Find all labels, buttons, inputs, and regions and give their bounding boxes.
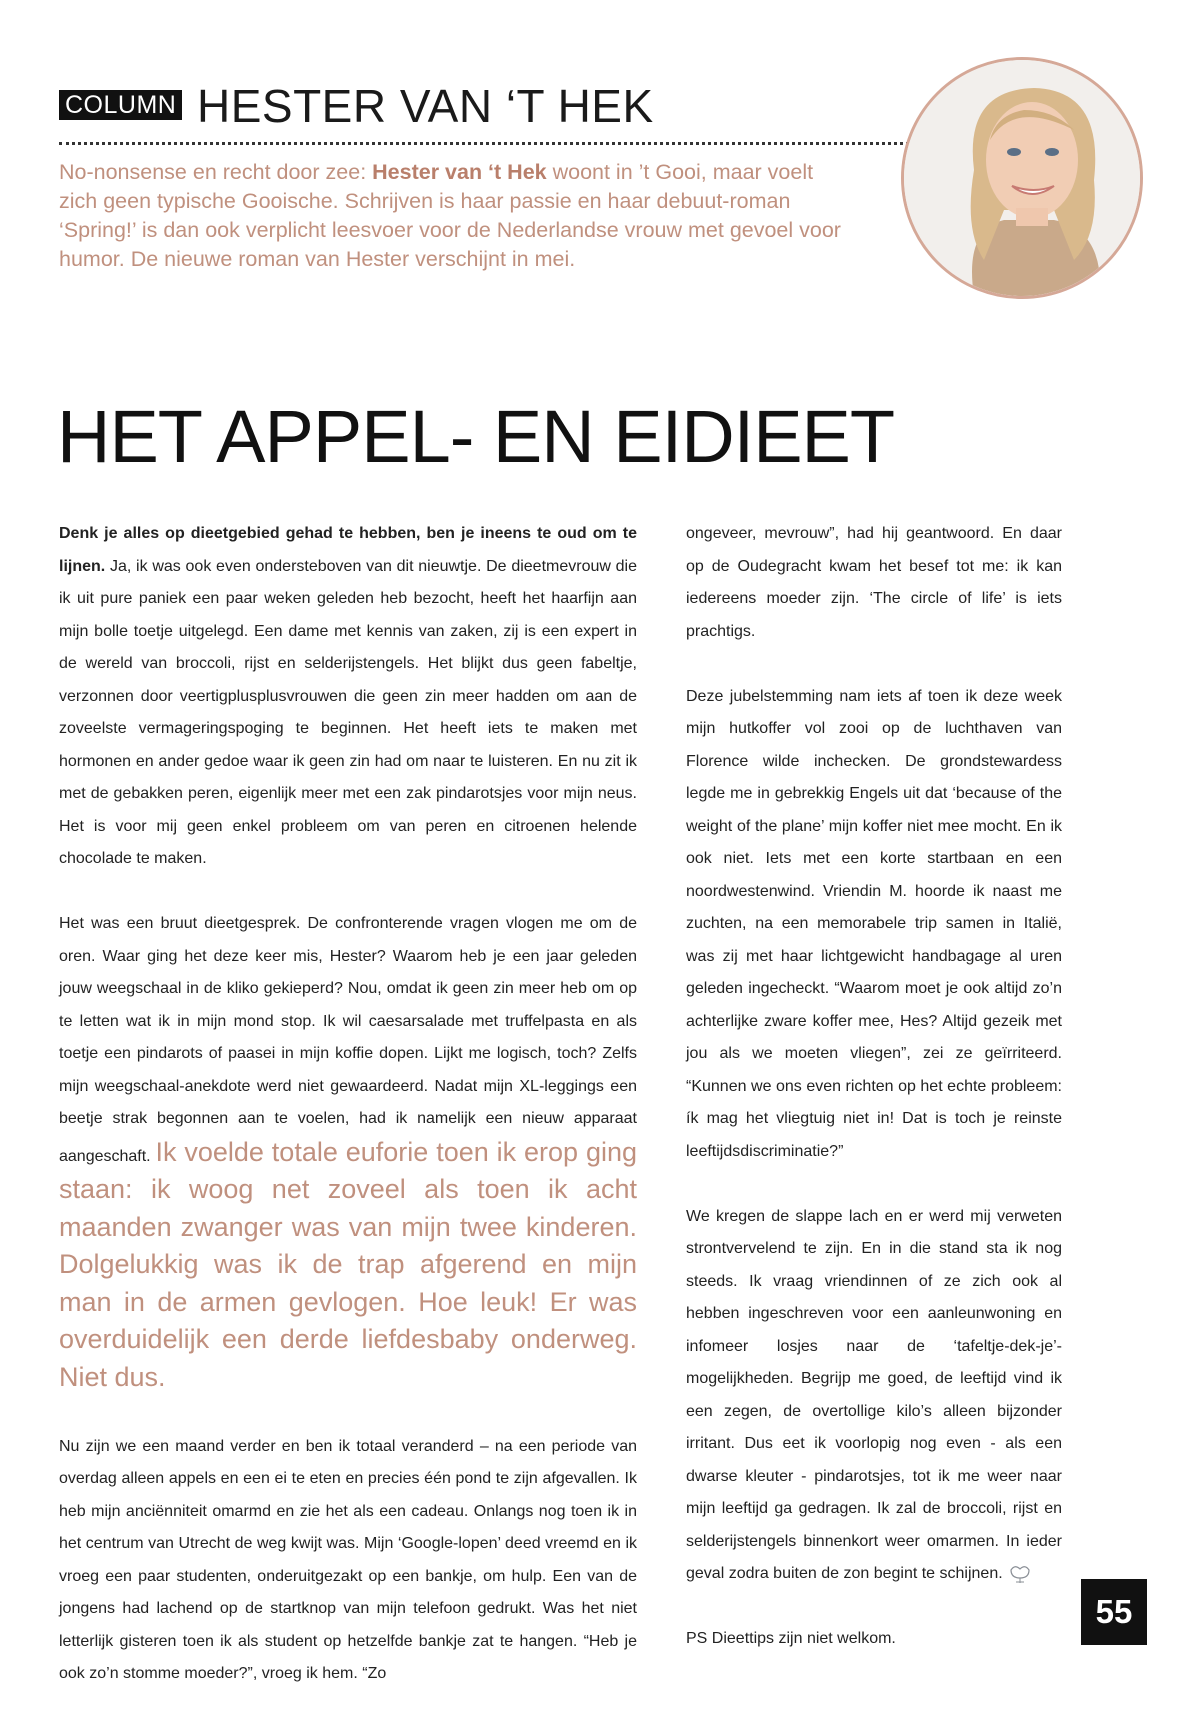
author-portrait [901, 57, 1143, 299]
column-label: COLUMN [59, 90, 182, 120]
right-paragraph-2: Deze jubelstemming nam iets af toen ik deze week mijn hutkoffer vol zooi op de luchthaven van Florence wilde inchecken. De grondstewardess legde me in gebrekkig Engels uit dat ‘because of the weight of the plane’ mijn koffer niet mee mocht. En ik ook niet. Iets met een korte startbaan en een noordwestenwind. Vriendin M. hoorde ik naast me zuchten, na een memorabele trip samen in Italië, was zij met haar lichtgewicht handbagage al uren geleden ingecheckt. “Waarom moet je ook altijd zo’n achterlijke zware koffer mee, Hes? Altijd gezeik met jou als we moeten vliegen”, zei ze geïrriteerd. “Kunnen we ons even richten op het echte probleem: ík mag het vliegtuig niet in! Dat is toch je reinste leeftijdsdiscriminatie?” [686, 687, 1062, 1160]
pull-quote: Ik voelde totale euforie toen ik erop ging staan: ik woog net zoveel als toen ik acht maanden zwanger was van mijn twee kinderen. Dolgelukkig was ik de trap afgerend en mijn man in de armen gevlogen. Hoe leuk! Er was overduidelijk een derde liefdesbaby onderweg. Niet dus. [59, 1136, 637, 1392]
postscript: PS Dieettips zijn niet welkom. [686, 1630, 896, 1647]
paragraph-text: Het was een bruut dieetgesprek. De confronterende vragen vlogen me om de oren. Waar ging het deze keer mis, Hester? Waarom heb je een jaar geleden jouw weegschaal in de kliko gekieperd? Nou, omdat ik geen zin meer heb om op te letten wat ik in mijn mond stop. Ik wil caesarsalade met truffelpasta en als toetje een pindarots of paasei in mijn koffie dopen. Lijkt me logisch, toch? Zelfs mijn weegschaal-anekdote werd niet gewaardeerd. Nadat mijn XL-leggings een beetje strak begonnen aan te voelen, had ik namelijk een nieuw apparaat aangeschaft. [59, 915, 637, 1165]
intro-author-name: Hester van ‘t Hek [372, 160, 547, 184]
intro-text [59, 158, 849, 274]
article-title: HET APPEL- EN EIDIEET [57, 395, 895, 478]
tulip-icon [1007, 1564, 1033, 1584]
paragraph-text: We kregen de slappe lach en er werd mij verweten strontvervelend te zijn. En in die stand sta ik nog steeds. Ik vraag vriendinnen of ze zich ook al hebben ingeschreven voor een aanleunwoning en infomeer losjes naar de ‘tafeltje-dek-je’-mogelijkheden. Begrijp me goed, de leeftijd vind ik een zegen, de overtollige kilo’s alleen bijzonder irritant. Dus eet ik voorlopig nog even - als een dwarse kleuter - pindarotsjes, tot ik me weer naar mijn leeftijd ga gedragen. Ik zal de broccoli, rijst en selderijstengels binnenkort weer omarmen. In ieder geval zodra buiten de zon begint te schijnen. [686, 1207, 1062, 1582]
left-paragraph-3: Nu zijn we een maand verder en ben ik totaal veranderd – na een periode van overdag alleen appels en een ei te eten en precies één pond te zijn afgevallen. Ik heb mijn anciënniteit omarmd en zie het als een cadeau. Onlangs nog toen ik in het centrum van Utrecht de weg kwijt was. Mijn ‘Google-lopen’ deed vreemd en ik vroeg een paar studenten, onderuitgezakt op een bankje, om hulp. Een van de jongens had lachend op de startknop van mijn telefoon gedrukt. Was het niet letterlijk gisteren toen ik als student op hetzelfde bankje zat te hangen. “Heb je ook zo’n stomme moeder?”, vroeg ik hem. “Zo [59, 1437, 637, 1682]
paragraph-text: Ja, ik was ook even ondersteboven van dit nieuwtje. De dieetmevrouw die ik uit pure paniek een paar weken geleden heb bezocht, heeft het haarfijn aan mijn bolle toetje uitgelegd. Een dame met kennis van zaken, zij is een expert in de wereld van broccoli, rijst en selderijstengels. Het blijkt dus geen fabeltje, verzonnen door veertigplusplusvrouwen die geen zin meer hadden om aan de zoveelste vermageringspoging te beginnen. Het heeft iets te maken met hormonen en ander gedoe waar ik geen zin had om naar te luisteren. En nu zit ik met de gebakken peren, eigenlijk meer met een zak pindarotsjes voor mijn neus. Het is voor mij geen enkel probleem om van peren en citroenen helende chocolade te maken. [59, 557, 637, 867]
right-paragraph-3 [686, 1201, 1062, 1591]
intro-lead: No-nonsense en recht door zee: [59, 160, 373, 184]
intro-rest: woont in ’t Gooi, maar voelt zich geen typische Gooische. Schrijven is haar passie en haar debuut-roman ‘Spring!’ is dan ook verplicht leesvoer voor de Nederlandse vrouw met gevoel voor humor. De nieuwe roman van Hester verschijnt in mei. [59, 160, 841, 271]
left-paragraph-2 [59, 908, 637, 1398]
left-column [59, 518, 637, 1723]
dotted-divider [59, 142, 909, 145]
portrait-illustration [904, 60, 1140, 296]
right-paragraph-1: ongeveer, mevrouw”, had hij geantwoord. En daar op de Oudegracht kwam het besef tot me: ik kan iedereens moeder zijn. ‘The circle of life’ is iets prachtigs. [686, 525, 1062, 640]
page-number: 55 [1081, 1579, 1147, 1645]
left-paragraph-1 [59, 518, 637, 876]
right-column [686, 518, 1062, 1688]
lead-sentence: Denk je alles op dieetgebied gehad te hebben, ben je ineens te oud om te lijnen. [59, 525, 637, 575]
columnist-name: HESTER VAN ‘T HEK [197, 80, 654, 132]
